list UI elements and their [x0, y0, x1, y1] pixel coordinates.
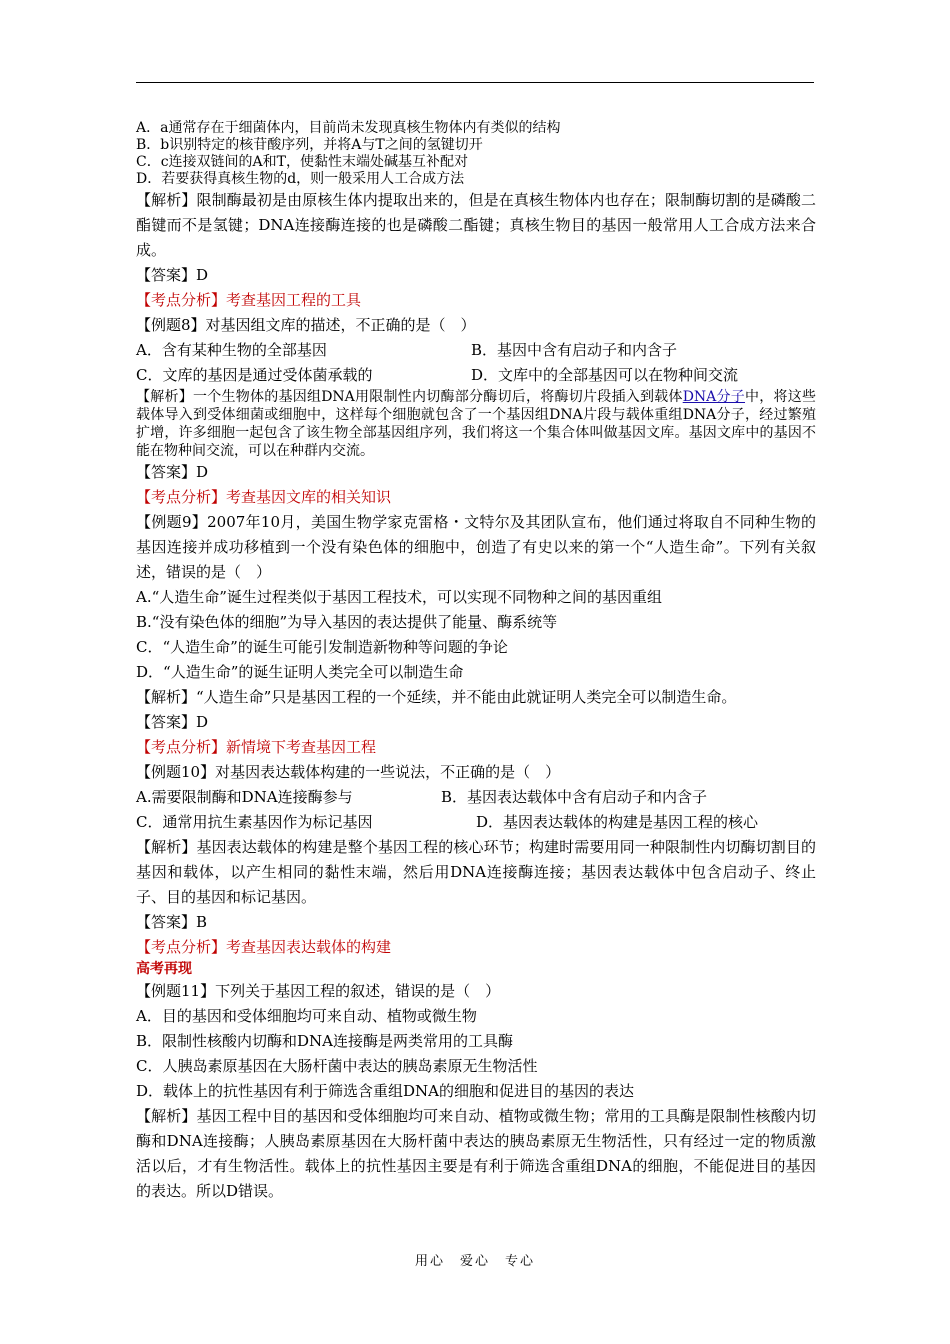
option-a: A．a通常存在于细菌体内，目前尚未发现真核生物体内有类似的结构	[136, 120, 561, 136]
header-rule	[136, 82, 814, 83]
dna-molecule-link[interactable]: DNA分子	[682, 389, 746, 405]
option-a: A.需要限制酶和DNA连接酶参与	[136, 788, 353, 806]
q10-analysis: 【解析】基因表达载体的构建是整个基因工程的核心环节；构建时需要用同一种限制性内切酶切割目的基因和载体，以产生相同的黏性末端，然后用DNA连接酶连接；基因表达载体中包含启动子、终止子、目的基因和标记基因。	[136, 838, 816, 906]
point-tag: 【考点分析】	[136, 488, 227, 506]
option-b: B．基因中含有启动子和内含子	[471, 341, 678, 359]
option-a: A．含有某种生物的全部基因	[136, 341, 327, 359]
q7-analysis: 【解析】限制酶最初是由原核生体内提取出来的，但是在真核生物体内也存在；限制酶切割的是磷酸二酯键而不是氢键；DNA连接酶连接的也是磷酸二酯键；真核生物目的基因一般常用人工合成方法来合成。	[136, 191, 816, 259]
option-c: C．文库的基因是通过受体菌承载的	[136, 366, 373, 384]
q8-stem: 【例题8】对基因组文库的描述，不正确的是（ ）	[136, 316, 476, 334]
option-c: C．“人造生命”的诞生可能引发制造新物种等问题的争论	[136, 638, 508, 656]
q10-point	[136, 935, 816, 960]
point-text: 考查基因表达载体的构建	[226, 938, 392, 956]
q8-analysis	[136, 388, 816, 460]
page-footer: 用心 爱心 专心	[414, 1254, 535, 1269]
q8-options-row2	[136, 363, 816, 388]
option-d: D．若要获得真核生物的d，则一般采用人工合成方法	[136, 171, 465, 187]
point-tag: 【考点分析】	[136, 938, 227, 956]
point-tag: 【考点分析】	[136, 738, 227, 756]
q10-options-row1	[136, 785, 816, 810]
q11-analysis: 【解析】基因工程中目的基因和受体细胞均可来自动、植物或微生物；常用的工具酶是限制性核酸内切酶和DNA连接酶；人胰岛素原基因在大肠杆菌中表达的胰岛素原无生物活性，只有经过一定的物质激活以后，才有生物活性。载体上的抗性基因主要是有利于筛选含重组DNA的细胞，不能促进目的基因的表达。所以D错误。	[136, 1107, 816, 1200]
page-content	[136, 120, 816, 1204]
q8-options-row1	[136, 338, 816, 363]
q9-stem: 【例题9】2007年10月，美国生物学家克雷格・文特尔及其团队宣布，他们通过将取自不同种生物的基因连接并成功移植到一个没有染色体的细胞中，创造了有史以来的第一个“人造生命”。下列有关叙述，错误的是（ ）	[136, 513, 816, 581]
option-d: D．文库中的全部基因可以在物种间交流	[471, 366, 739, 384]
q9-point	[136, 735, 816, 760]
q11-stem: 【例题11】下列关于基因工程的叙述，错误的是（ ）	[136, 982, 501, 1000]
option-a: A.“人造生命”诞生过程类似于基因工程技术，可以实现不同物种之间的基因重组	[136, 588, 662, 606]
option-c: C．人胰岛素原基因在大肠杆菌中表达的胰岛素原无生物活性	[136, 1057, 538, 1075]
q9-answer: 【答案】D	[136, 713, 209, 731]
option-a: A．目的基因和受体细胞均可来自动、植物或微生物	[136, 1007, 477, 1025]
section-title: 高考再现	[136, 961, 192, 977]
option-b: B．b识别特定的核苷酸序列，并将A与T之间的氢键切开	[136, 137, 483, 153]
q10-options-row2	[136, 810, 816, 835]
q8-answer: 【答案】D	[136, 463, 209, 481]
option-d: D．“人造生命”的诞生证明人类完全可以制造生命	[136, 663, 464, 681]
option-c: C．c连接双链间的A和T，使黏性末端处碱基互补配对	[136, 154, 468, 170]
point-text: 考查基因文库的相关知识	[226, 488, 392, 506]
option-b: B．限制性核酸内切酶和DNA连接酶是两类常用的工具酶	[136, 1032, 514, 1050]
option-d: D．载体上的抗性基因有利于筛选含重组DNA的细胞和促进目的基因的表达	[136, 1082, 635, 1100]
q7-options	[136, 120, 816, 188]
q7-answer: 【答案】D	[136, 266, 209, 284]
q10-answer: 【答案】B	[136, 913, 208, 931]
option-b: B.“没有染色体的细胞”为导入基因的表达提供了能量、酶系统等	[136, 613, 558, 631]
option-c: C．通常用抗生素基因作为标记基因	[136, 813, 373, 831]
option-d: D．基因表达载体的构建是基因工程的核心	[476, 813, 759, 831]
analysis-post: 中，将这些载体导入到受体细菌或细胞中，这样每个细胞就包含了一个基因组DNA片段与载体重组DNA分子，经过繁殖扩增，许多细胞一起包含了该生物全部基因组序列，我们将这一个集合体叫做基因文库。基因文库中的基因不能在物种间交流，可以在种群内交流。	[136, 389, 816, 459]
q7-point	[136, 288, 816, 313]
point-tag: 【考点分析】	[136, 291, 227, 309]
point-text: 新情境下考查基因工程	[226, 738, 377, 756]
q9-analysis: 【解析】“人造生命”只是基因工程的一个延续，并不能由此就证明人类完全可以制造生命。	[136, 688, 737, 706]
point-text: 考查基因工程的工具	[226, 291, 362, 309]
q8-point	[136, 485, 816, 510]
q10-stem: 【例题10】对基因表达载体构建的一些说法，不正确的是（ ）	[136, 763, 561, 781]
option-b: B．基因表达载体中含有启动子和内含子	[441, 788, 708, 806]
analysis-pre: 【解析】一个生物体的基因组DNA用限制性内切酶部分酶切后，将酶切片段插入到载体	[136, 389, 683, 405]
